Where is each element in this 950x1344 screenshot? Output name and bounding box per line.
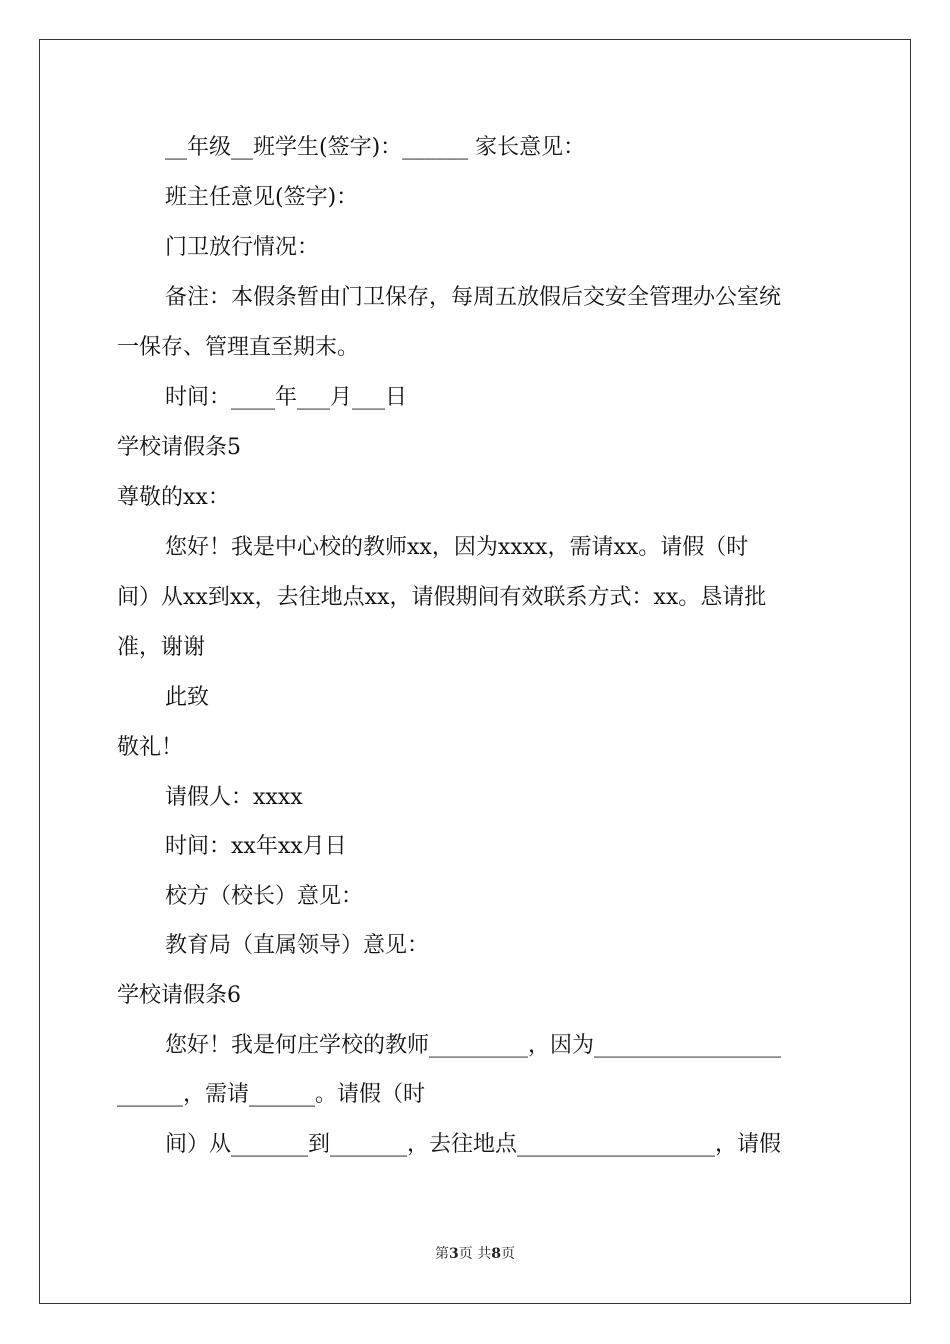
text-line-9: 您好！我是中心校的教师xx，因为xxxx，需请xx。请假（时: [165, 535, 749, 560]
page-total: 8: [491, 1246, 501, 1262]
text-line-16: 校方（校长）意见：: [165, 884, 364, 909]
text-line-19: 您好！我是何庄学校的教师_________，因为_________________: [165, 1033, 782, 1058]
page-current: 3: [449, 1246, 459, 1262]
salutation: 尊敬的xx：: [117, 485, 230, 510]
text-line-11: 准，谢谢: [117, 635, 206, 660]
page-mid: 页 共: [458, 1246, 492, 1262]
page-footer: [0, 1243, 950, 1263]
section-heading-6: 学校请假条6: [117, 983, 241, 1008]
page-prefix: 第: [435, 1246, 450, 1262]
text-line-20: ______，需请______。请假（时: [117, 1082, 426, 1107]
text-line-4: 备注：本假条暂由门卫保存，每周五放假后交安全管理办公室统: [165, 285, 782, 310]
text-line-6: 时间：____年___月___日: [165, 385, 408, 410]
text-line-17: 教育局（直属领导）意见：: [165, 933, 430, 958]
text-line-10: 间）从xx到xx，去往地点xx，请假期间有效联系方式：xx。恳请批: [117, 585, 767, 610]
text-line-2: 班主任意见(签字)：: [165, 185, 359, 210]
text-line-3: 门卫放行情况：: [165, 235, 320, 260]
text-line-15: 时间：xx年xx月日: [165, 834, 347, 859]
text-line-5: 一保存、管理直至期末。: [117, 335, 360, 360]
page-suffix: 页: [500, 1246, 515, 1262]
section-heading-5: 学校请假条5: [117, 435, 241, 460]
text-line-14: 请假人：xxxx: [165, 785, 303, 810]
page-border: [39, 39, 911, 1304]
text-line-12: 此致: [165, 685, 210, 710]
text-line-1: __年级__班学生(签字)：______ 家长意见：: [165, 135, 586, 160]
text-line-13: 敬礼！: [117, 735, 184, 760]
text-line-21: 间）从_______到_______，去往地点__________________，请假: [165, 1132, 782, 1157]
